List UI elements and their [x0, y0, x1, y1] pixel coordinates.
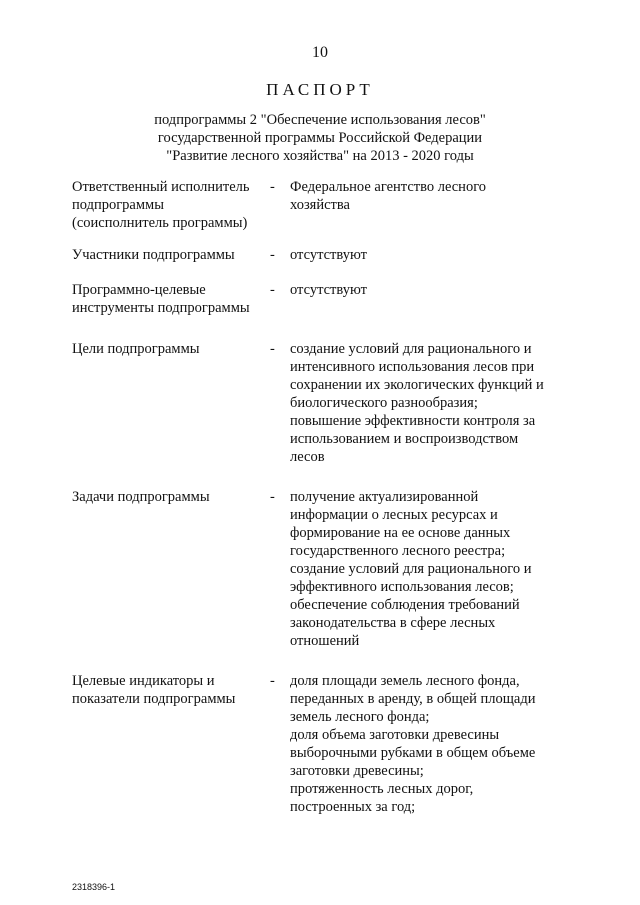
document-code: 2318396-1	[72, 882, 116, 892]
passport-row-tasks	[72, 488, 572, 650]
value-line: Федеральное агентство лесного	[290, 179, 487, 195]
row-value	[290, 178, 572, 232]
value-line: заготовки древесины;	[290, 763, 424, 779]
value-line: информации о лесных ресурсах и	[290, 507, 498, 523]
subtitle-line: государственной программы Российской Федерации	[157, 130, 483, 146]
value-line: доля объема заготовки древесины	[290, 727, 500, 743]
row-label	[72, 488, 270, 650]
value-line: отсутствуют	[290, 247, 367, 263]
label-line: Участники подпрограммы	[72, 247, 235, 263]
document-subtitle	[0, 111, 640, 165]
value-line: отношений	[290, 633, 360, 649]
value-line: обеспечение соблюдения требований	[290, 597, 520, 613]
passport-row-goals	[72, 340, 572, 466]
row-dash: -	[270, 282, 275, 298]
label-line: (соисполнитель программы)	[72, 215, 248, 231]
page-number: 10	[312, 44, 328, 61]
row-label	[72, 672, 270, 816]
label-line: Программно-целевые	[72, 282, 206, 298]
value-line: переданных в аренду, в общей площади	[290, 691, 536, 707]
value-line: получение актуализированной	[290, 489, 479, 505]
value-line: земель лесного фонда;	[290, 709, 430, 725]
document-title: ПАСПОРТ	[266, 80, 374, 99]
value-line: построенных за год;	[290, 799, 416, 815]
passport-table	[72, 178, 572, 816]
value-line: государственного лесного реестра;	[290, 543, 506, 559]
label-line: инструменты подпрограммы	[72, 300, 250, 316]
value-line: интенсивного использования лесов при	[290, 359, 535, 375]
row-label	[72, 178, 270, 232]
row-value	[290, 246, 572, 264]
value-line: доля площади земель лесного фонда,	[290, 673, 520, 689]
row-label	[72, 340, 270, 466]
row-dash: -	[270, 247, 275, 263]
value-line: протяженность лесных дорог,	[290, 781, 474, 797]
label-line: Ответственный исполнитель	[72, 179, 250, 195]
row-value	[290, 340, 572, 466]
value-line: выборочными рубками в общем объеме	[290, 745, 536, 761]
value-line: биологического разнообразия;	[290, 395, 478, 411]
label-line: Целевые индикаторы и	[72, 673, 215, 689]
value-line: лесов	[290, 449, 325, 465]
value-line: повышение эффективности контроля за	[290, 413, 536, 429]
row-label	[72, 246, 270, 264]
value-line: эффективного использования лесов;	[290, 579, 514, 595]
value-line: отсутствуют	[290, 282, 367, 298]
value-line: создание условий для рационального и	[290, 561, 532, 577]
label-line: Задачи подпрограммы	[72, 489, 210, 505]
row-dash: -	[270, 341, 275, 357]
passport-row-participants	[72, 246, 572, 264]
label-line: подпрограммы	[72, 197, 164, 213]
subtitle-line: подпрограммы 2 "Обеспечение использования лесов"	[154, 112, 486, 128]
label-line: Цели подпрограммы	[72, 341, 200, 357]
row-dash: -	[270, 179, 275, 195]
row-value	[290, 488, 572, 650]
subtitle-line: "Развитие лесного хозяйства" на 2013 - 2020 годы	[166, 148, 474, 164]
passport-row-executor	[72, 178, 572, 232]
row-value	[290, 281, 572, 317]
row-value	[290, 672, 572, 816]
label-line: показатели подпрограммы	[72, 691, 236, 707]
value-line: формирование на ее основе данных	[290, 525, 511, 541]
row-dash: -	[270, 489, 275, 505]
value-line: законодательства в сфере лесных	[290, 615, 496, 631]
value-line: сохранении их экологических функций и	[290, 377, 544, 393]
value-line: хозяйства	[290, 197, 350, 213]
passport-row-indicators	[72, 672, 572, 816]
row-dash: -	[270, 673, 275, 689]
value-line: создание условий для рационального и	[290, 341, 532, 357]
passport-row-instruments	[72, 281, 572, 317]
row-label	[72, 281, 270, 317]
value-line: использованием и воспроизводством	[290, 431, 519, 447]
